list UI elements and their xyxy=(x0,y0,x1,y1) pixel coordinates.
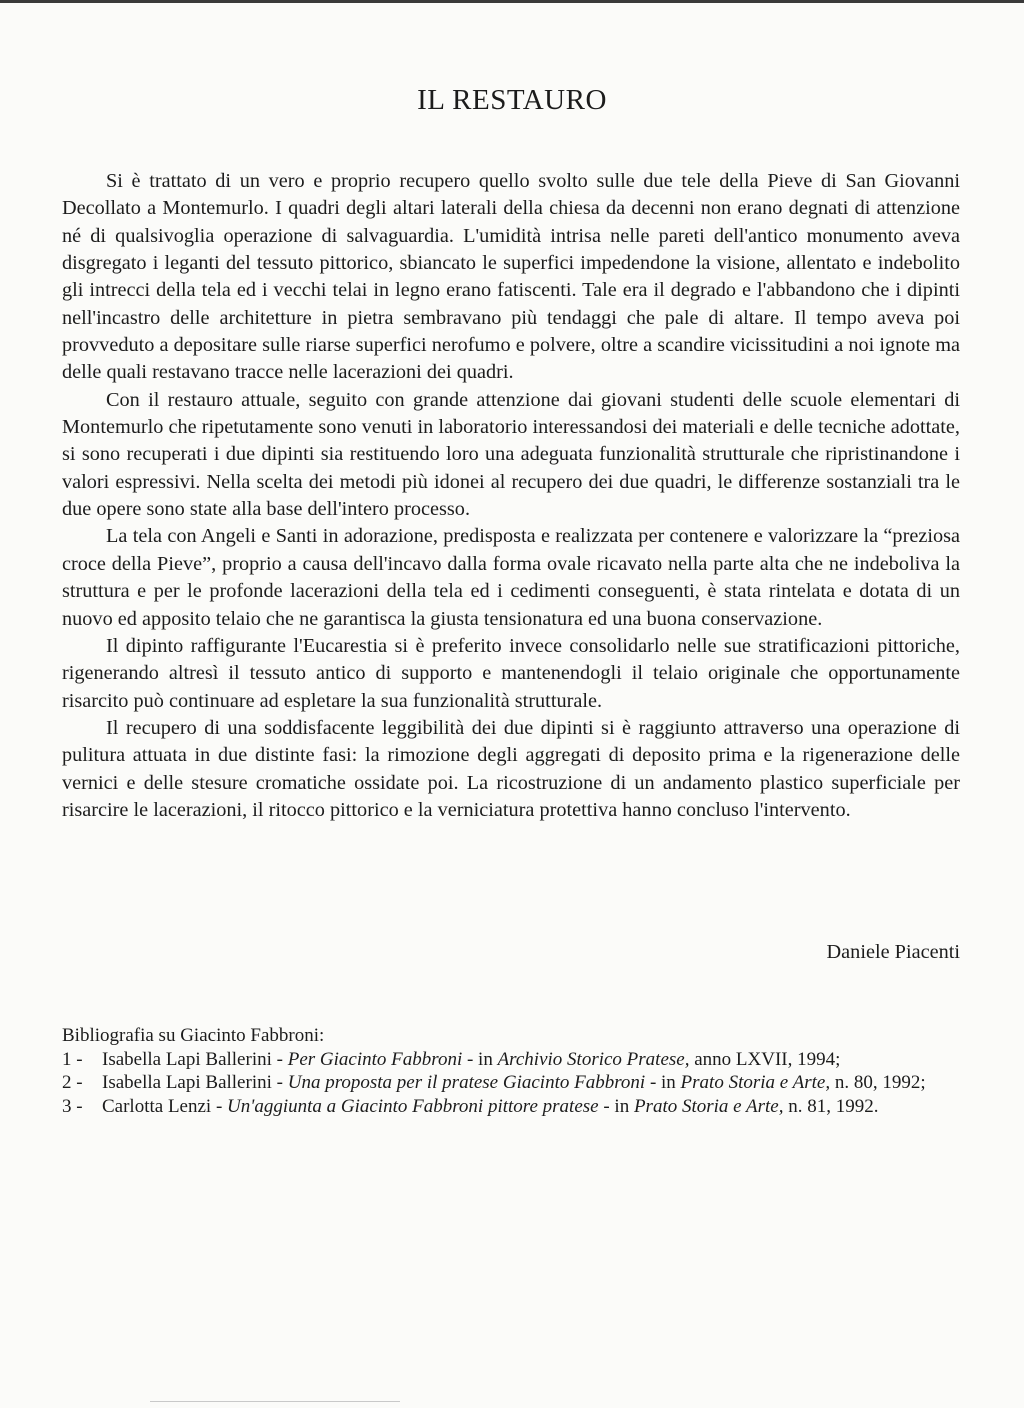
entry-journal: Prato Storia e Arte, xyxy=(680,1072,831,1094)
entry-issue: anno LXVII, 1994; xyxy=(689,1048,841,1070)
bibliography-entry xyxy=(62,1095,960,1119)
article-body xyxy=(62,168,960,824)
paragraph: Con il restauro attuale, seguito con grande attenzione dai giovani studenti delle scuole elementari di Montemurlo che ripetutamente sono venuti in laboratorio interessandosi dei materiali e delle tecniche adottate, si sono recuperati i due dipinti sia restituendo loro una adeguata funzionalità strutturale che ripristinandone i valori espressivi. Nella scelta dei metodi più idonei al recupero dei due quadri, le differenze sostanziali tra le due opere sono state alla base dell'intero processo. xyxy=(62,388,960,521)
entry-title: Una proposta per il pratese Giacinto Fabbroni xyxy=(287,1072,646,1094)
top-rule xyxy=(0,0,1024,3)
bibliography-heading: Bibliografia su Giacinto Fabbroni: xyxy=(62,1025,325,1046)
bibliography-entry xyxy=(62,1048,960,1072)
entry-separator: - in xyxy=(462,1048,498,1070)
entry-separator: - in xyxy=(645,1072,681,1094)
paragraph: Si è trattato di un vero e proprio recupero quello svolto sulle due tele della Pieve di San Giovanni Decollato a Montemurlo. I quadri degli altari laterali della chiesa da decenni non erano degnati di attenzione né di qualsivoglia operazione di salvaguardia. L'umidità intrisa nelle pareti dell'antico monumento aveva disgregato i leganti del tessuto pittorico, sbiancato le superfici impedendone la visione, allentato e indebolito gli intrecci della tela ed i vecchi telai in legno erano fatiscenti. Tale era il degrado e l'abbandono che i dipinti nell'incastro delle architetture in pietra sembravano più tendaggi che pale di altare. Il tempo aveva poi provveduto a depositare sulle riarse superfici nerofumo e polvere, oltre a scandire vicissitudini a noi ignote ma delle quali restavano tracce nelle lacerazioni dei quadri. xyxy=(62,170,960,384)
bibliography-list xyxy=(62,1048,960,1119)
entry-number: 1 - xyxy=(62,1048,83,1070)
entry-number: 3 - xyxy=(62,1096,83,1118)
entry-journal: Prato Storia e Arte, xyxy=(633,1096,784,1118)
entry-text xyxy=(102,1095,960,1119)
entry-issue: n. 80, 1992; xyxy=(830,1072,926,1094)
entry-journal: Archivio Storico Pratese, xyxy=(497,1048,690,1070)
page-title: IL RESTAURO xyxy=(417,84,607,116)
paragraph: La tela con Angeli e Santi in adorazione, predisposta e realizzata per contenere e valorizzare la “preziosa croce della Pieve”, proprio a causa dell'incavo dalla forma ovale ricavato nella parte alta che ne indeboliva la struttura e per le profonde lacerazioni della tela ed i cedimenti conseguenti, è stata rintelata e dotata di un nuovo ed apposito telaio che ne garantisca la giusta tensionatura ed una buona conservazione. xyxy=(62,525,960,630)
entry-text xyxy=(102,1071,960,1095)
bottom-scan-mark xyxy=(0,1401,1024,1402)
entry-author: Carlotta Lenzi - xyxy=(102,1096,228,1118)
entry-title: Per Giacinto Fabbroni xyxy=(287,1048,463,1070)
bibliography-entry xyxy=(62,1071,960,1095)
paragraph: Il dipinto raffigurante l'Eucarestia si è preferito invece consolidarlo nelle sue stratificazioni pittoriche, rigenerando altresì il tessuto antico di supporto e mantenendogli il telaio originale che opportunamente risarcito può continuare ad espletare la sua funzionalità strutturale. xyxy=(62,634,960,712)
author-signature: Daniele Piacenti xyxy=(826,941,960,963)
paragraph: Il recupero di una soddisfacente leggibilità dei due dipinti si è raggiunto attraverso una operazione di pulitura attuata in due distinte fasi: la rimozione degli aggregati di deposito prima e la rigenerazione delle vernici e delle stesure cromatiche ossidate poi. La ricostruzione di un andamento plastico superficiale per risarcire le lacerazioni, il ritocco pittorico e la verniciatura protettiva hanno concluso l'intervento. xyxy=(62,716,960,821)
entry-author: Isabella Lapi Ballerini - xyxy=(102,1072,288,1094)
entry-text xyxy=(102,1048,960,1072)
entry-separator: - in xyxy=(598,1096,634,1118)
entry-title: Un'aggiunta a Giacinto Fabbroni pittore pratese xyxy=(227,1096,599,1118)
entry-author: Isabella Lapi Ballerini - xyxy=(102,1048,288,1070)
bibliography xyxy=(62,1024,960,1119)
entry-number: 2 - xyxy=(62,1072,83,1094)
entry-issue: n. 81, 1992. xyxy=(783,1096,879,1118)
